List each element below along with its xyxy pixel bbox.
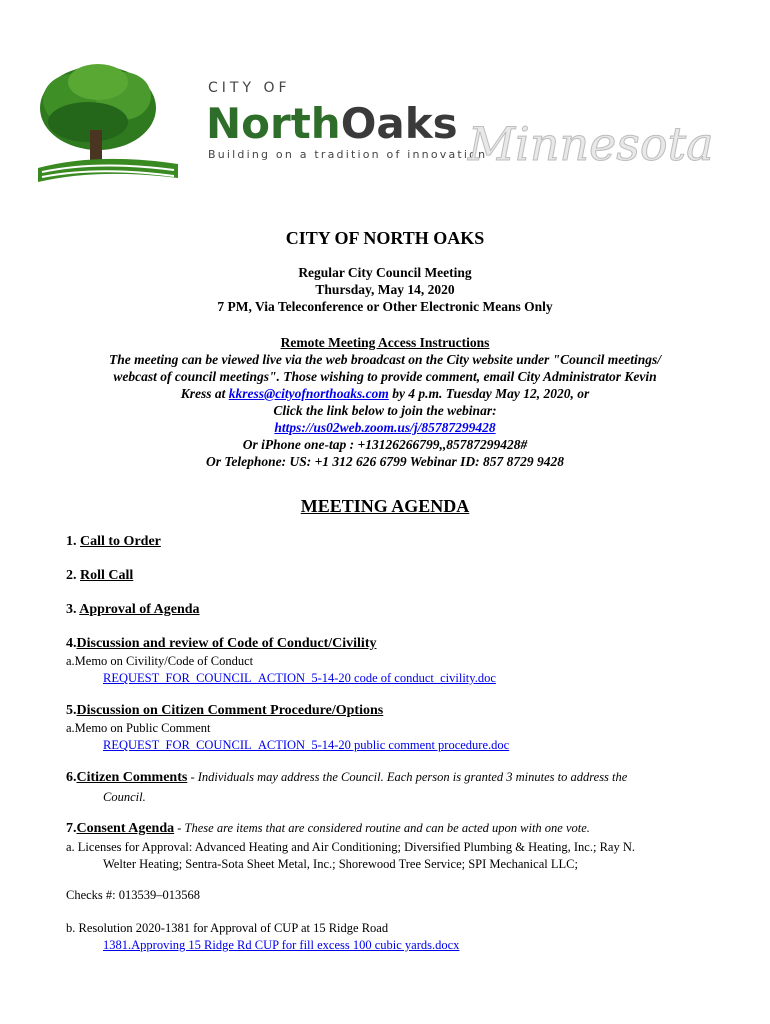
logo-state-script: Minnesota (468, 117, 714, 171)
remote-line-2: webcast of council meetings". Those wishing to provide comment, email City Administrator Kevin (113, 369, 657, 384)
ridge-road-cup-doc-link[interactable]: 1381.Approving 15 Ridge Rd CUP for fill excess 100 cubic yards.docx (103, 938, 460, 952)
agenda-item-5: 5.Discussion on Citizen Comment Procedure/Options (66, 703, 384, 718)
agenda-item-4: 4.Discussion and review of Code of Conduct/Civility (66, 636, 377, 651)
meeting-date: Thursday, May 14, 2020 (315, 282, 455, 297)
agenda-item-5a: a.Memo on Public Comment (66, 721, 211, 735)
agenda-item-7: 7.Consent Agenda - These are items that are considered routine and can be acted upon with one vote. (66, 821, 590, 836)
agenda-item-7a-cont: Welter Heating; Sentra-Sota Sheet Metal, Inc.; Shorewood Tree Service; SPI Mechanical LLC; (103, 857, 578, 871)
code-of-conduct-doc-link[interactable]: REQUEST_FOR_COUNCIL_ACTION_5-14-20 code of conduct_civility.doc (103, 671, 496, 685)
meeting-time-location: 7 PM, Via Teleconference or Other Electronic Means Only (217, 299, 553, 314)
iphone-dialin: Or iPhone one-tap : +13126266799,,85787299428# (242, 437, 528, 452)
zoom-line (0, 419, 770, 436)
meeting-type: Regular City Council Meeting (298, 265, 472, 280)
agenda-item-3: 3. Approval of Agenda (66, 602, 200, 617)
page-title: CITY OF NORTH OAKS (285, 228, 485, 248)
checks-range: Checks #: 013539–013568 (66, 888, 201, 902)
agenda-item-6: 6.Citizen Comments - Individuals may address the Council. Each person is granted 3 minutes to address the (66, 770, 628, 785)
agenda-item-7a: a. Licenses for Approval: Advanced Heating and Air Conditioning; Diversified Plumbing & Heating, Inc.; Ray N. (66, 840, 635, 854)
zoom-webinar-link[interactable]: https://us02web.zoom.us/j/85787299428 (274, 420, 496, 435)
remote-heading: Remote Meeting Access Instructions (280, 335, 490, 350)
agenda-item-7b: b. Resolution 2020-1381 for Approval of CUP at 15 Ridge Road (66, 921, 389, 935)
logo-city-of: CITY OF (208, 80, 291, 96)
telephone-dialin: Or Telephone: US: +1 312 626 6799 Webinar ID: 857 8729 9428 (205, 454, 565, 469)
agenda-item-6-note: Council. (103, 790, 146, 804)
logo-tagline: Building on a tradition of innovation (208, 148, 488, 161)
public-comment-doc-link[interactable]: REQUEST_FOR_COUNCIL_ACTION_5-14-20 public comment procedure.doc (103, 738, 510, 752)
agenda-item-2: 2. Roll Call (66, 568, 134, 583)
oak-tree-icon (38, 64, 178, 182)
remote-line-3: Kress at kkress@cityofnorthoaks.com by 4 p.m. Tuesday May 12, 2020, or (180, 386, 590, 401)
agenda-item-1: 1. Call to Order (66, 534, 161, 549)
remote-line-1: The meeting can be viewed live via the web broadcast on the City website under "Council meetings/ (109, 352, 661, 367)
agenda-title: MEETING AGENDA (300, 496, 470, 516)
logo-wordmark: NorthOaks (206, 99, 458, 148)
agenda-item-4a: a.Memo on Civility/Code of Conduct (66, 654, 254, 668)
city-logo (28, 60, 758, 200)
remote-line-4: Click the link below to join the webinar: (273, 403, 497, 418)
admin-email-link[interactable]: kkress@cityofnorthoaks.com (228, 386, 389, 401)
